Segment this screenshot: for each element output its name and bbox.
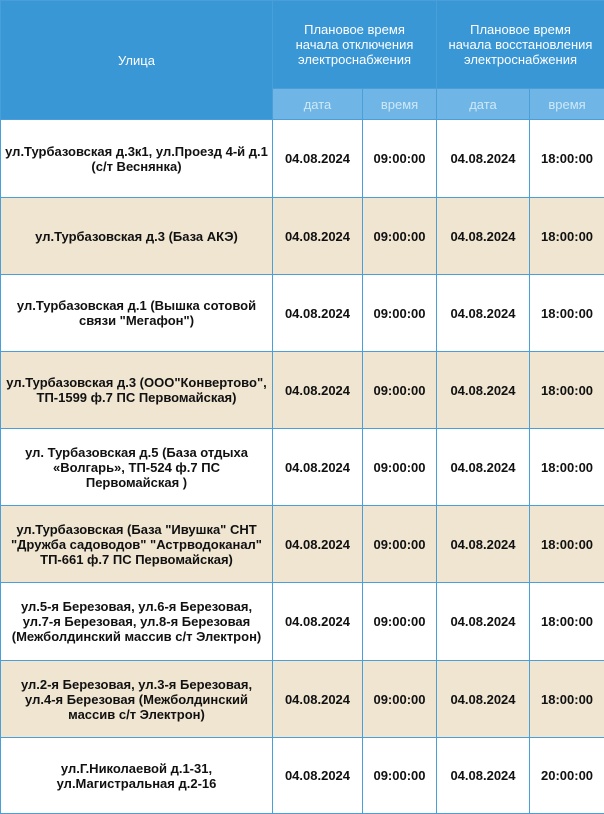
table-row — [1, 738, 604, 814]
restore-date-cell: 04.08.2024 — [437, 583, 530, 661]
street-cell: ул.Г.Николаевой д.1-31, ул.Магистральная д.2-16 — [1, 738, 273, 814]
restore-date-cell: 04.08.2024 — [437, 429, 530, 506]
start-date-cell: 04.08.2024 — [273, 738, 363, 814]
restore-time-cell: 18:00:00 — [530, 661, 604, 738]
start-date-cell: 04.08.2024 — [273, 429, 363, 506]
restore-date-cell: 04.08.2024 — [437, 198, 530, 275]
start-time-cell: 09:00:00 — [363, 120, 437, 198]
street-cell: ул.Турбазовская д.3к1, ул.Проезд 4-й д.1 (с/т Веснянка) — [1, 120, 273, 198]
restore-time-cell: 18:00:00 — [530, 120, 604, 198]
start-time-cell: 09:00:00 — [363, 583, 437, 661]
street-cell: ул.Турбазовская д.3 (База АКЭ) — [1, 198, 273, 275]
restore-date-cell: 04.08.2024 — [437, 120, 530, 198]
restore-date-cell: 04.08.2024 — [437, 275, 530, 352]
table-row — [1, 506, 604, 583]
restore-date-cell: 04.08.2024 — [437, 661, 530, 738]
restore-time-cell: 18:00:00 — [530, 506, 604, 583]
street-cell: ул.Турбазовская д.3 (ООО"Конвертово", ТП-1599 ф.7 ПС Первомайская) — [1, 352, 273, 429]
street-column-header: Улица — [1, 1, 273, 120]
restore-time-cell: 18:00:00 — [530, 429, 604, 506]
restore-time-cell: 18:00:00 — [530, 275, 604, 352]
restore-date-cell: 04.08.2024 — [437, 738, 530, 814]
table-row — [1, 661, 604, 738]
start-date-subheader: дата — [273, 89, 363, 120]
start-time-cell: 09:00:00 — [363, 429, 437, 506]
restore-date-cell: 04.08.2024 — [437, 352, 530, 429]
start-time-column-header: Плановое время начала отключения электроснабжения — [273, 1, 437, 89]
start-date-cell: 04.08.2024 — [273, 120, 363, 198]
start-date-cell: 04.08.2024 — [273, 352, 363, 429]
start-date-cell: 04.08.2024 — [273, 506, 363, 583]
street-cell: ул.Турбазовская д.1 (Вышка сотовой связи "Мегафон") — [1, 275, 273, 352]
start-time-cell: 09:00:00 — [363, 275, 437, 352]
start-time-cell: 09:00:00 — [363, 738, 437, 814]
restore-time-column-header: Плановое время начала восстановления электроснабжения — [437, 1, 604, 89]
restore-time-cell: 20:00:00 — [530, 738, 604, 814]
street-cell: ул. Турбазовская д.5 (База отдыха «Волгарь», ТП-524 ф.7 ПС Первомайская ) — [1, 429, 273, 506]
table-row — [1, 275, 604, 352]
street-cell: ул.5-я Березовая, ул.6-я Березовая, ул.7-я Березовая, ул.8-я Березовая (Межболдинский массив с/т Электрон) — [1, 583, 273, 661]
start-time-cell: 09:00:00 — [363, 352, 437, 429]
start-time-subheader: время — [363, 89, 437, 120]
start-date-cell: 04.08.2024 — [273, 661, 363, 738]
restore-date-cell: 04.08.2024 — [437, 506, 530, 583]
restore-date-subheader: дата — [437, 89, 530, 120]
start-time-cell: 09:00:00 — [363, 198, 437, 275]
restore-time-cell: 18:00:00 — [530, 198, 604, 275]
restore-time-subheader: время — [530, 89, 604, 120]
table-row — [1, 429, 604, 506]
start-time-cell: 09:00:00 — [363, 506, 437, 583]
street-cell: ул.2-я Березовая, ул.3-я Березовая, ул.4-я Березовая (Межболдинский массив с/т Электрон) — [1, 661, 273, 738]
restore-time-cell: 18:00:00 — [530, 352, 604, 429]
table-row — [1, 352, 604, 429]
start-date-cell: 04.08.2024 — [273, 583, 363, 661]
start-date-cell: 04.08.2024 — [273, 275, 363, 352]
street-cell: ул.Турбазовская (База "Ивушка" СНТ "Дружба садоводов" "Астрводоканал" ТП-661 ф.7 ПС Первомайская) — [1, 506, 273, 583]
start-date-cell: 04.08.2024 — [273, 198, 363, 275]
table-row — [1, 120, 604, 198]
start-time-cell: 09:00:00 — [363, 661, 437, 738]
table-row — [1, 198, 604, 275]
restore-time-cell: 18:00:00 — [530, 583, 604, 661]
table-row — [1, 583, 604, 661]
